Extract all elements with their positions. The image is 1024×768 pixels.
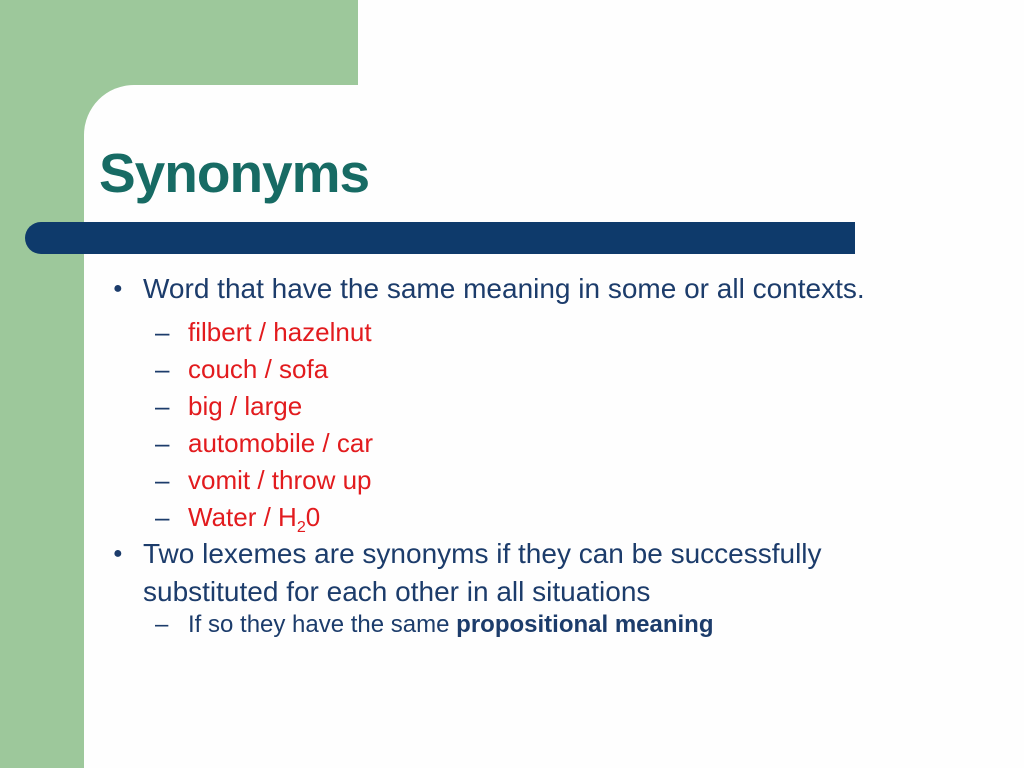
bullet-item-2-text: [143, 535, 822, 611]
example-item-couch: [155, 354, 328, 385]
sub-note-bold: propositional meaning: [456, 611, 714, 638]
example-text: automobile / car: [188, 428, 373, 458]
dash-marker: –: [155, 502, 170, 532]
bullet-item-2-line1: Two lexemes are synonyms if they can be successfully: [143, 538, 822, 569]
top-right-white-panel: [358, 0, 1024, 85]
example-text: big / large: [188, 391, 303, 421]
water-post: 0: [305, 502, 321, 532]
example-text: vomit / throw up: [188, 465, 372, 495]
bullet-item-2: [113, 535, 822, 611]
bullet-item-1: [113, 272, 865, 305]
dash-marker: –: [155, 317, 170, 347]
dash-marker: –: [155, 428, 170, 458]
bullet-item-1-text: Word that have the same meaning in some or all contexts.: [143, 273, 865, 304]
sub-note-text: [188, 610, 714, 639]
dash-marker: –: [155, 354, 170, 384]
slide-title: Synonyms: [99, 142, 370, 204]
example-item-filbert: [155, 317, 372, 348]
water-pre: Water / H: [188, 502, 297, 532]
example-item-automobile: [155, 428, 373, 459]
example-text: filbert / hazelnut: [188, 317, 372, 347]
dash-marker: –: [155, 611, 169, 638]
example-text: couch / sofa: [188, 354, 329, 384]
sub-note-item: [155, 610, 714, 639]
sub-note-normal: If so they have the same: [188, 611, 457, 638]
bullet-marker: ●: [113, 280, 123, 297]
bullet-item-2-line2: substituted for each other in all situations: [143, 576, 651, 607]
dash-marker: –: [155, 465, 170, 495]
example-item-big: [155, 391, 302, 422]
dash-marker: –: [155, 391, 170, 421]
example-item-vomit: [155, 465, 372, 496]
title-underline-bar: [25, 222, 855, 254]
water-subscript: 2: [296, 518, 306, 537]
bullet-marker: ●: [113, 545, 123, 562]
